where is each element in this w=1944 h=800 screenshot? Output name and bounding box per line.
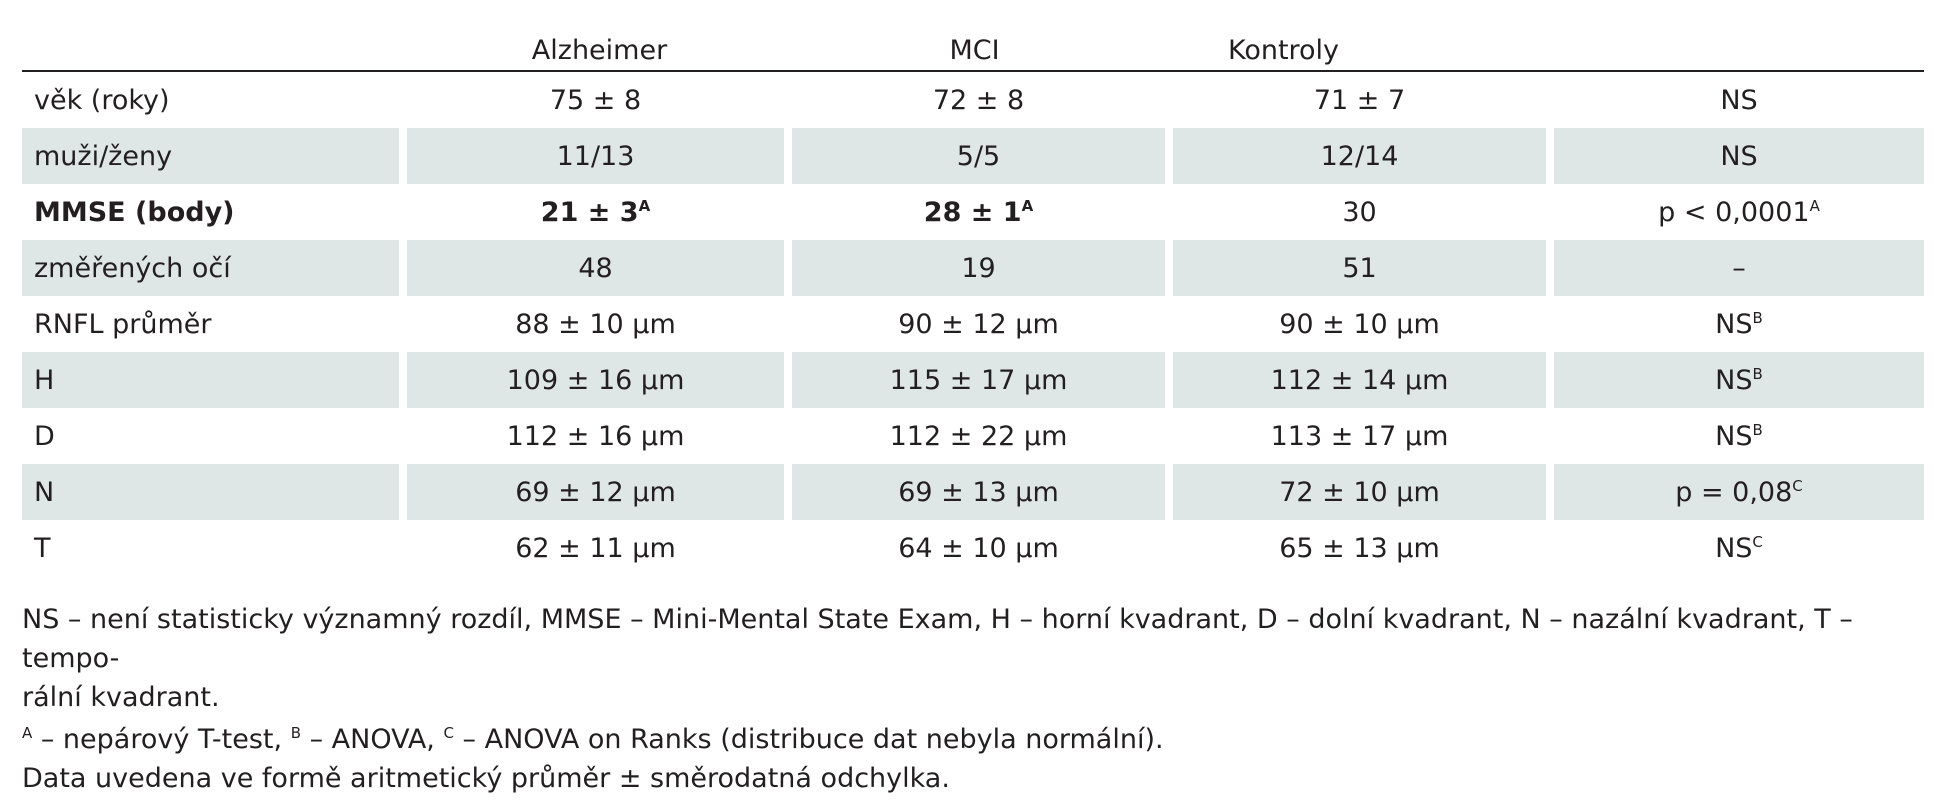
cell-significance: $NS^B$ (1715, 420, 1763, 452)
superscript-marker: A (638, 196, 651, 215)
cell-alzheimer: 62 ± 11 μm (407, 520, 792, 576)
cell-mci: 90 ± 12 μm (792, 296, 1173, 352)
cell-label: N (22, 464, 407, 520)
cell-mci: 5/5 (792, 128, 1173, 184)
superscript-marker: A (1021, 196, 1034, 215)
cell-significance: – (1554, 240, 1924, 296)
results-table-container (22, 0, 1924, 576)
cell-significance: NS (1720, 84, 1758, 116)
cell-mci: 69 ± 13 μm (792, 464, 1173, 520)
cell-significance: $NS^B$ (1554, 352, 1924, 408)
table-row (22, 72, 1924, 128)
cell-alzheimer: 69 ± 12 μm (407, 464, 792, 520)
table-header-row (22, 0, 1924, 72)
table-row (22, 408, 1924, 464)
footnote-tests: $^A$ – nepárový T-test, $^B$ – ANOVA, $^C$ – ANOVA on Ranks (distribuce dat nebyla normální). (22, 724, 1164, 755)
cell-significance: $p = 0,08^C$ (1554, 464, 1924, 520)
superscript-marker: B (1752, 420, 1763, 439)
cell-mci: 19 (792, 240, 1173, 296)
cell-label: H (22, 352, 407, 408)
cell-significance: $NS^C$ (1715, 532, 1763, 564)
cell-significance: $p < 0,0001^A$ (1658, 196, 1820, 228)
cell-alzheimer: 48 (407, 240, 792, 296)
cell-mci: 115 ± 17 μm (792, 352, 1173, 408)
cell-label: muži/ženy (22, 128, 407, 184)
cell-mci: 112 ± 22 μm (792, 408, 1173, 464)
cell-kontroly: 65 ± 13 μm (1173, 520, 1554, 576)
cell-kontroly: 30 (1173, 184, 1554, 240)
cell-significance: NS (1554, 128, 1924, 184)
cell-kontroly: 112 ± 14 μm (1173, 352, 1554, 408)
footnote-data-format: Data uvedena ve formě aritmetický průměr ± směrodatná odchylka. (22, 763, 950, 794)
table-row (22, 464, 1924, 520)
superscript-marker: A (1809, 196, 1820, 215)
cell-mci: 72 ± 8 (792, 72, 1173, 128)
header-empty-label (22, 0, 407, 72)
cell-kontroly: 12/14 (1173, 128, 1554, 184)
table-row (22, 296, 1924, 352)
header-alzheimer: Alzheimer (407, 0, 792, 72)
cell-mci: $28 \pm 1^A$ (792, 184, 1173, 240)
table-row (22, 352, 1924, 408)
cell-mci: 64 ± 10 μm (792, 520, 1173, 576)
header-mci: MCI (792, 0, 1173, 72)
cell-kontroly: 71 ± 7 (1173, 72, 1554, 128)
results-table (22, 0, 1924, 576)
superscript-marker: C (1792, 476, 1803, 495)
cell-label: RNFL průměr (22, 296, 407, 352)
footnote-sup-b: B (290, 724, 301, 742)
cell-alzheimer: 88 ± 10 μm (407, 296, 792, 352)
cell-alzheimer: 11/13 (407, 128, 792, 184)
table-row (22, 184, 1924, 240)
footnote-sup-a: A (22, 724, 33, 742)
cell-kontroly: 51 (1173, 240, 1554, 296)
table-row (22, 520, 1924, 576)
cell-alzheimer: 112 ± 16 μm (407, 408, 792, 464)
superscript-marker: B (1752, 364, 1763, 383)
header-empty-stat (1554, 0, 1924, 72)
superscript-marker: C (1752, 532, 1763, 551)
cell-alzheimer: 109 ± 16 μm (407, 352, 792, 408)
superscript-marker: B (1752, 308, 1763, 327)
cell-label: D (22, 408, 407, 464)
table-footnotes (22, 600, 1924, 798)
cell-kontroly: 90 ± 10 μm (1173, 296, 1554, 352)
cell-label: MMSE (body) (22, 184, 407, 240)
table-row (22, 128, 1924, 184)
footnote-sup-c: C (443, 724, 454, 742)
cell-alzheimer: $21 \pm 3^A$ (407, 184, 792, 240)
table-row (22, 240, 1924, 296)
cell-label: T (22, 520, 407, 576)
footnote-abbreviations: NS – není statisticky významný rozdíl, MMSE – Mini-Mental State Exam, H – horní kvadrant, D – dolní kvadrant, N – nazální kvadrant, T – tempo- rální kvadrant. (22, 604, 1853, 713)
cell-kontroly: 113 ± 17 μm (1173, 408, 1554, 464)
cell-alzheimer: 75 ± 8 (407, 72, 792, 128)
header-kontroly: Kontroly (1173, 0, 1554, 72)
cell-label: věk (roky) (22, 72, 407, 128)
cell-kontroly: 72 ± 10 μm (1173, 464, 1554, 520)
cell-significance: $NS^B$ (1715, 308, 1763, 340)
table-body (22, 72, 1924, 576)
cell-label: změřených očí (22, 240, 407, 296)
